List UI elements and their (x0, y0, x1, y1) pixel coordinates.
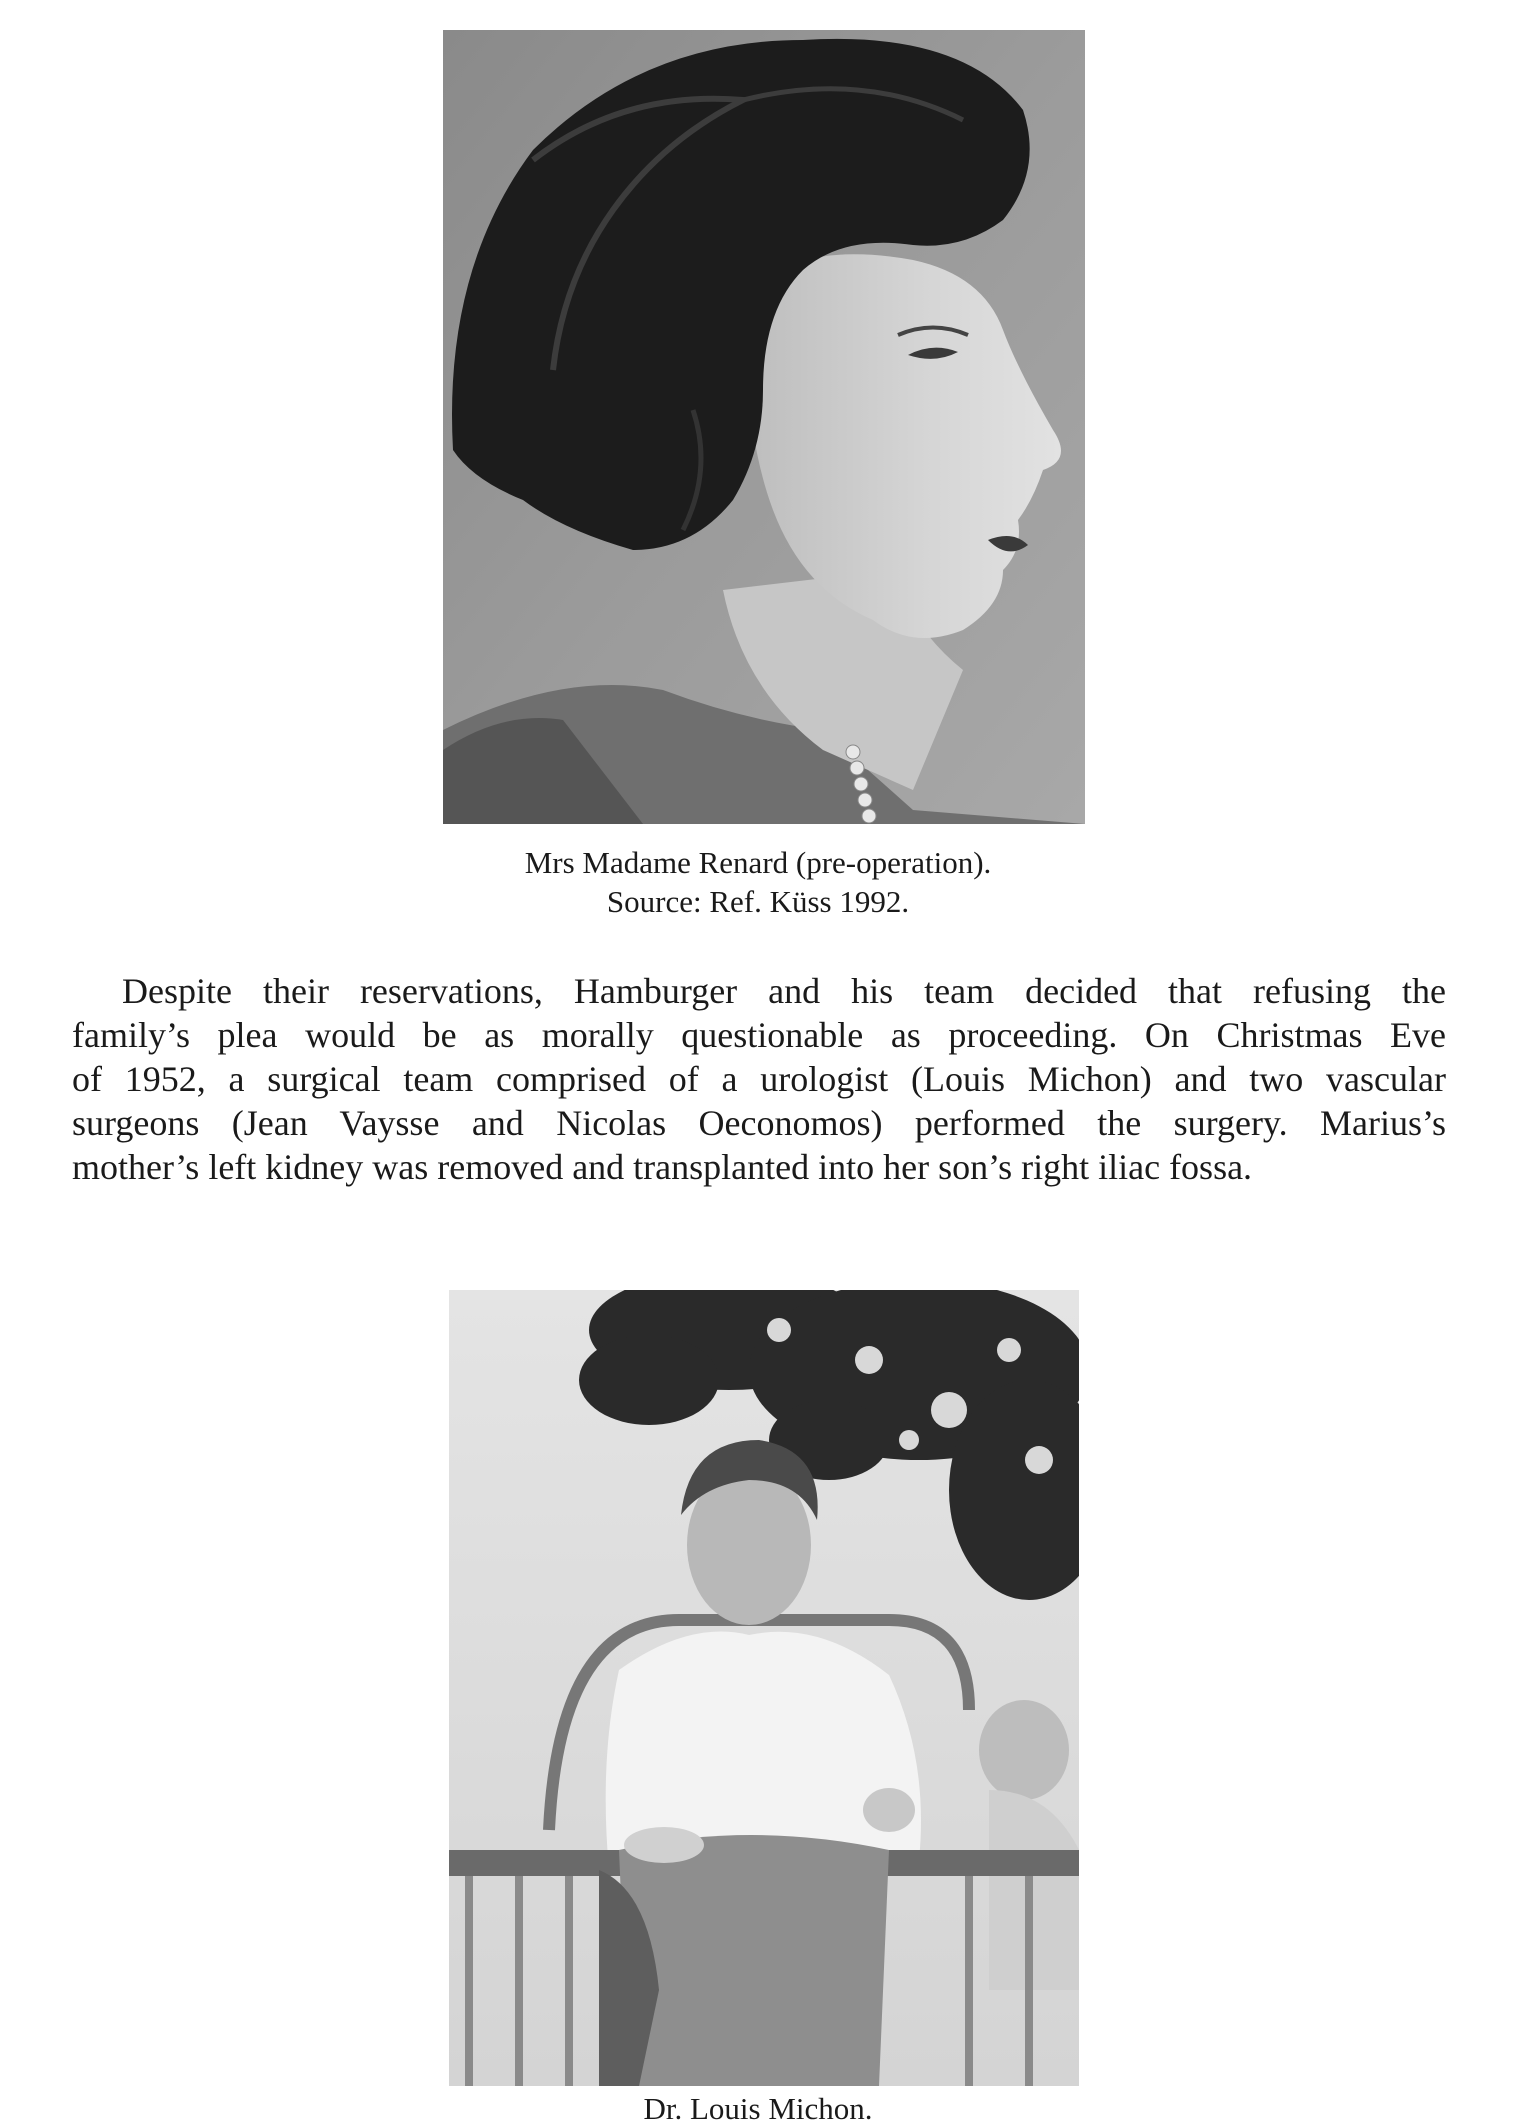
figure-caption-michon (0, 2093, 1516, 2124)
caption-line: Mrs Madame Renard (pre-operation). (524, 845, 992, 880)
portrait-photo-madame-renard (443, 30, 1085, 824)
body-paragraph (72, 969, 1446, 1189)
caption-source-line: Source: Ref. Küss 1992. (606, 884, 910, 919)
paragraph-line: of 1952, a surgical team comprised of a urologist (Louis Michon) and two vascular (72, 1059, 1446, 1099)
paragraph-line: Despite their reservations, Hamburger and his team decided that refusing the (122, 971, 1446, 1011)
photo-louis-michon (449, 1290, 1079, 2086)
figure-caption-renard (0, 843, 1516, 921)
paragraph-line: mother’s left kidney was removed and transplanted into her son’s right iliac fossa. (72, 1147, 1253, 1187)
paragraph-line: surgeons (Jean Vaysse and Nicolas Oeconomos) performed the surgery. Marius’s (72, 1103, 1446, 1143)
caption-line: Dr. Louis Michon. (643, 2091, 873, 2126)
paragraph-line: family’s plea would be as morally questionable as proceeding. On Christmas Eve (72, 1015, 1446, 1055)
portrait-image (443, 30, 1085, 824)
outdoor-photo-image (449, 1290, 1079, 2086)
